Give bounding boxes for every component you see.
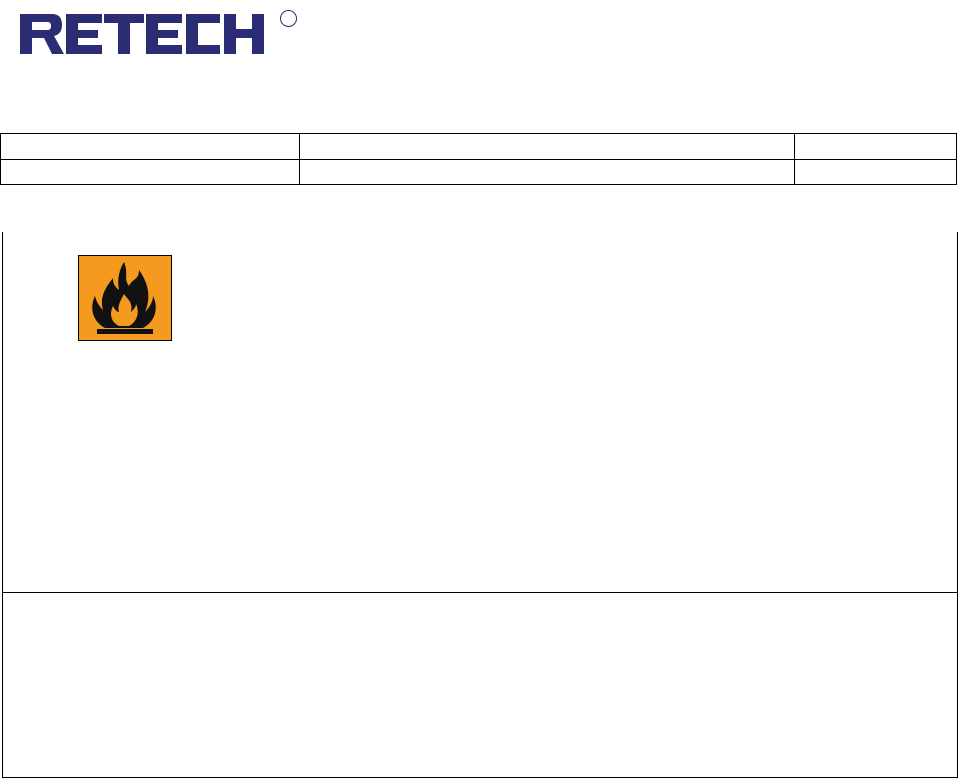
document-info-table bbox=[0, 133, 957, 185]
info-col-divider bbox=[299, 134, 300, 184]
section-divider bbox=[2, 592, 958, 593]
registered-mark-icon bbox=[280, 10, 297, 27]
info-col-divider bbox=[794, 134, 795, 184]
hazard-pictogram bbox=[78, 255, 172, 341]
info-row-divider bbox=[1, 159, 956, 160]
flame-hazard-icon bbox=[79, 256, 170, 339]
retech-wordmark bbox=[18, 10, 268, 58]
company-logo bbox=[18, 10, 278, 76]
